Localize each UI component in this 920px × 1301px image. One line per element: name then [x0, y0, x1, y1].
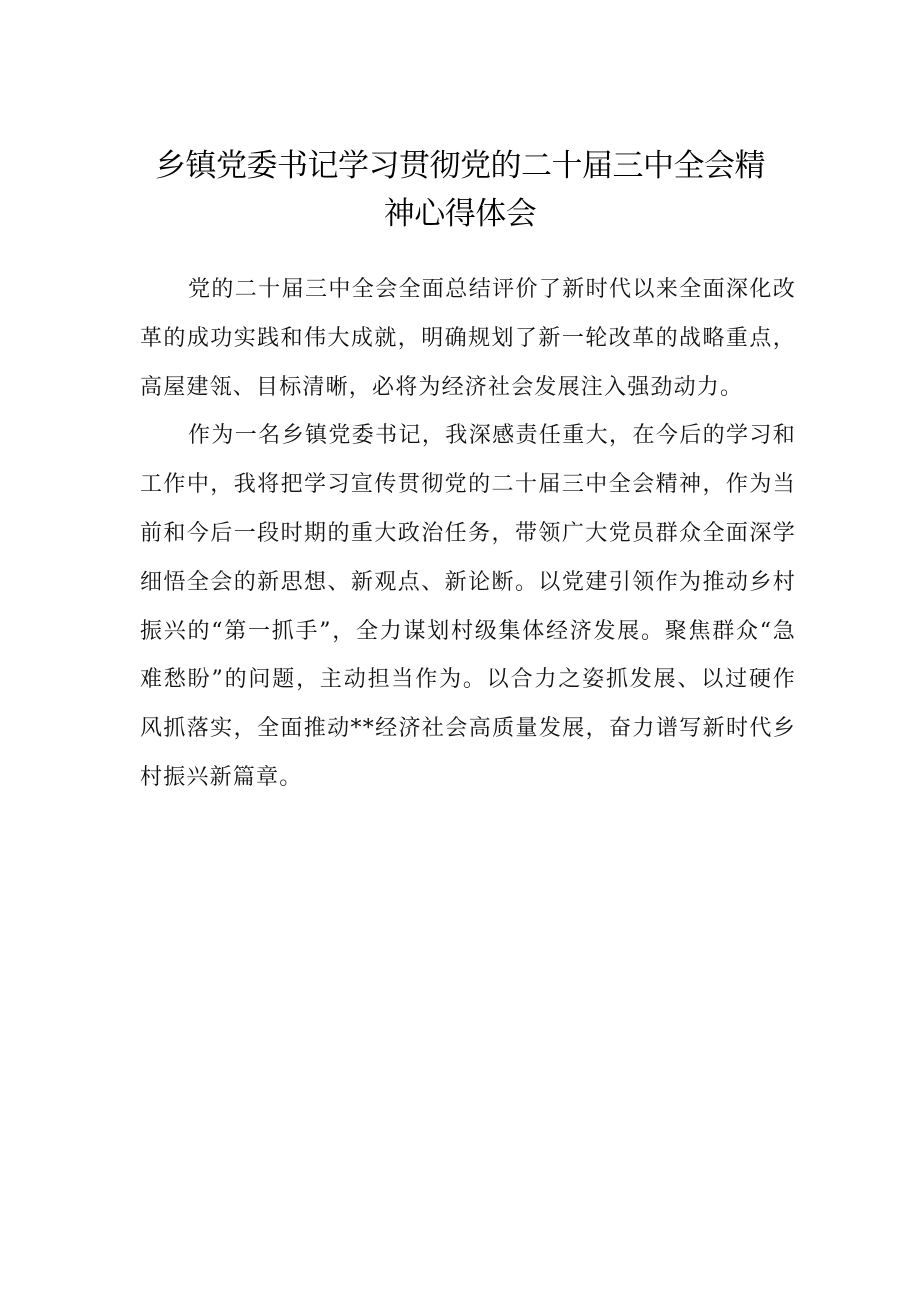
title-line-1: 乡镇党委书记学习贯彻党的二十届三中全会精	[155, 148, 765, 184]
title-line-2: 神心得体会	[383, 196, 537, 232]
document-body	[140, 266, 796, 803]
paragraph-2: 作为一名乡镇党委书记，我深感责任重大，在今后的学习和工作中，我将把学习宣传贯彻党的二十届三中全会精神，作为当前和今后一段时期的重大政治任务，带领广大党员群众全面深学细悟全会的新思想、新观点、新论断。以党建引领作为推动乡村振兴的“第一抓手”，全力谋划村级集体经济发展。聚焦群众“急难愁盼”的问题，主动担当作为。以合力之姿抓发展、以过硬作风抓落实，全面推动**经济社会高质量发展，奋力谱写新时代乡村振兴新篇章。	[140, 423, 796, 790]
paragraph-1: 党的二十届三中全会全面总结评价了新时代以来全面深化改革的成功实践和伟大成就，明确规划了新一轮改革的战略重点，高屋建瓴、目标清晰，必将为经济社会发展注入强劲动力。	[140, 277, 796, 400]
document-title	[120, 142, 800, 238]
